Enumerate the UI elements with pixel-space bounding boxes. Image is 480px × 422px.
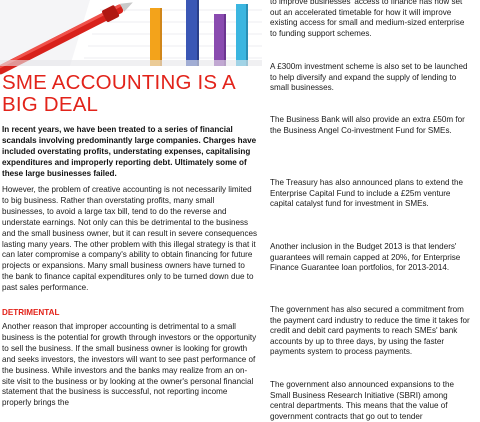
sidebar-paragraph: The Treasury has also announced plans to extend the Enterprise Capital Fund to include a £25m venture capital catalyst fund for investment in SMEs. xyxy=(270,178,464,209)
bar-purple xyxy=(214,14,225,66)
article-paragraph-1: However, the problem of creative accounting is not necessarily limited to big business. Rather than overstating profits, many small businesses, to avoid a large tax bill, tend to do the reverse and understate earnings. Not only can this be detrimental to the business and the small business owner, but it can result in severe consequences lasting many years. The other problem with this illegal strategy is that it can later compromise a company's ability to obtain financing for future projects or expansions. Many small business owners have turned to the bank to finance capital expenditures only to be turned down due to past sales performance. xyxy=(2,185,258,293)
sidebar-paragraph: The government has also secured a commitment from the payment card industry to reduce the time it takes for credit and debit card payments to reach SMEs' bank accounts by up to three days, by using the faster payments system to process payments. xyxy=(270,305,470,357)
article-headline: SME ACCOUNTING IS A BIG DEAL xyxy=(2,71,235,116)
sidebar-paragraph: to improve businesses' access to finance has now set out an accelerated timetable for how it will improve existing access for small and medium-sized enterprise to funding support schemes. xyxy=(270,0,465,38)
article-paragraph-2: Another reason that improper accounting is detrimental to a small business is the potential for growth through investors or the opportunity to sell the business. If the small business owner is looking for growth and seeks investors, the investors will want to see past performance of the business. While investors and the banks may realize from an on-site visit to the business or by looking at the owner's personal financial statement that the business is successful, not reporting income properly brings the xyxy=(2,322,257,408)
bar-orange xyxy=(150,8,161,66)
right-column xyxy=(270,0,476,421)
sidebar-paragraph: The Business Bank will also provide an extra £50m for the Business Angel Co-investment Fund for SMEs. xyxy=(270,115,465,135)
bar-cyan xyxy=(236,4,247,66)
sidebar-paragraph: A £300m investment scheme is also set to be launched to help diversify and expand the supply of lending to small businesses. xyxy=(270,62,468,93)
sidebar-paragraph: Another inclusion in the Budget 2013 is that lenders' guarantees will remain capped at 20%, for Enterprise Finance Guarantee loan portfolios, for 2013-2014. xyxy=(270,242,461,273)
bar-chart-pen-illustration xyxy=(0,0,262,66)
hero-photo xyxy=(0,0,262,66)
article-intro: In recent years, we have been treated to a series of financial scandals involving predominantly large companies. Charges have included overstating profits, understating expenses, capitalising expenditures and improperly reporting debt. Ultimately some of these large businesses failed. xyxy=(2,125,257,178)
bar-blue xyxy=(186,0,198,66)
sidebar-paragraph: The government also announced expansions to the Small Business Research Initiative (SBRI) among central departments. This means that the value of government contracts that go out to tender xyxy=(270,380,455,421)
section-subheading: DETRIMENTAL xyxy=(2,308,60,317)
